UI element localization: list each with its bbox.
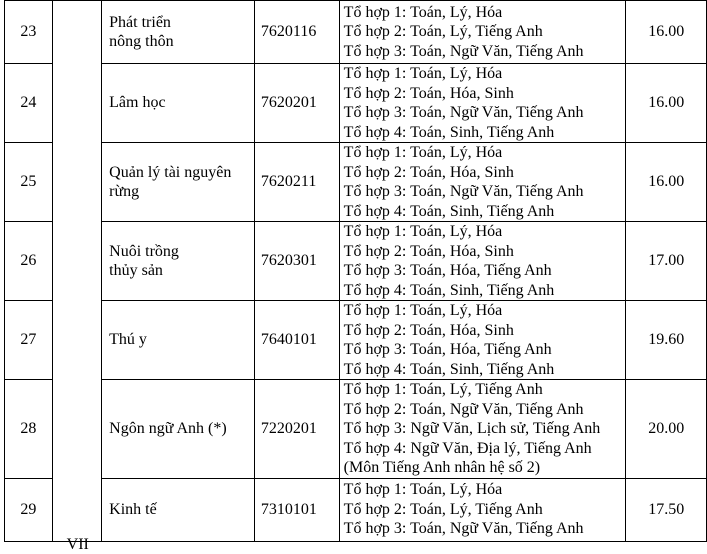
table-row bbox=[5, 143, 707, 222]
subject-combos: Tổ hợp 1: Toán, Lý, Hóa Tổ hợp 2: Toán, Hóa, Sinh Tổ hợp 3: Toán, Hóa, Tiếng Anh Tổ hợp 4: Toán, Sinh, Tiếng Anh bbox=[339, 222, 626, 301]
major-code: 7620116 bbox=[254, 1, 339, 64]
subject-combos: Tổ hợp 1: Toán, Lý, Hóa Tổ hợp 2: Toán, Hóa, Sinh Tổ hợp 3: Toán, Ngữ Văn, Tiếng Anh Tổ hợp 4: Toán, Sinh, Tiếng Anh bbox=[339, 64, 626, 143]
major-name: Nuôi trồng thủy sản bbox=[102, 222, 255, 301]
major-name: Thú y bbox=[102, 301, 255, 380]
row-number: 29 bbox=[5, 478, 53, 541]
row-number: 24 bbox=[5, 64, 53, 143]
table-row bbox=[5, 301, 707, 380]
major-code: 7620211 bbox=[254, 143, 339, 222]
row-number: 23 bbox=[5, 1, 53, 64]
major-name: Phát triển nông thôn bbox=[102, 1, 255, 64]
cutoff-score: 19.60 bbox=[626, 301, 707, 380]
cutoff-score: 16.00 bbox=[626, 1, 707, 64]
major-code: 7220201 bbox=[254, 380, 339, 479]
major-name: Quản lý tài nguyên rừng bbox=[102, 143, 255, 222]
table-row bbox=[5, 1, 707, 64]
major-code: 7310101 bbox=[254, 478, 339, 541]
row-number: 28 bbox=[5, 380, 53, 479]
group-cell bbox=[52, 1, 101, 479]
subject-combos: Tổ hợp 1: Toán, Lý, Hóa Tổ hợp 2: Toán, Hóa, Sinh Tổ hợp 3: Toán, Ngữ Văn, Tiếng Anh Tổ hợp 4: Toán, Sinh, Tiếng Anh bbox=[339, 143, 626, 222]
cutoff-score: 16.00 bbox=[626, 143, 707, 222]
row-number: 27 bbox=[5, 301, 53, 380]
cutoff-score: 17.50 bbox=[626, 478, 707, 541]
subject-combos: Tổ hợp 1: Toán, Lý, Tiếng Anh Tổ hợp 2: Toán, Ngữ Văn, Tiếng Anh Tổ hợp 3: Ngữ Văn, Lịch sử, Tiếng Anh Tổ hợp 4: Ngữ Văn, Địa lý, Tiếng Anh (Môn Tiếng Anh nhân hệ số 2) bbox=[339, 380, 626, 479]
major-name: Kinh tế bbox=[102, 478, 255, 541]
cutoff-score: 16.00 bbox=[626, 64, 707, 143]
subject-combos: Tổ hợp 1: Toán, Lý, Hóa Tổ hợp 2: Toán, Lý, Tiếng Anh Tổ hợp 3: Toán, Ngữ Văn, Tiếng Anh bbox=[339, 478, 626, 541]
major-code: 7640101 bbox=[254, 301, 339, 380]
subject-combos: Tổ hợp 1: Toán, Lý, Hóa Tổ hợp 2: Toán, Lý, Tiếng Anh Tổ hợp 3: Toán, Ngữ Văn, Tiếng Anh bbox=[339, 1, 626, 64]
group-label: VII bbox=[66, 535, 89, 553]
group-cell bbox=[52, 478, 101, 553]
table-row bbox=[5, 64, 707, 143]
cutoff-score: 17.00 bbox=[626, 222, 707, 301]
table-row bbox=[5, 380, 707, 479]
admission-table bbox=[4, 0, 707, 553]
major-code: 7620201 bbox=[254, 64, 339, 143]
row-number: 25 bbox=[5, 143, 53, 222]
major-name: Lâm học bbox=[102, 64, 255, 143]
major-code: 7620301 bbox=[254, 222, 339, 301]
cutoff-score: 20.00 bbox=[626, 380, 707, 479]
table-row bbox=[5, 478, 707, 541]
major-name: Ngôn ngữ Anh (*) bbox=[102, 380, 255, 479]
subject-combos: Tổ hợp 1: Toán, Lý, Hóa Tổ hợp 2: Toán, Hóa, Sinh Tổ hợp 3: Toán, Hóa, Tiếng Anh Tổ hợp 4: Toán, Sinh, Tiếng Anh bbox=[339, 301, 626, 380]
row-number: 26 bbox=[5, 222, 53, 301]
table-row bbox=[5, 222, 707, 301]
